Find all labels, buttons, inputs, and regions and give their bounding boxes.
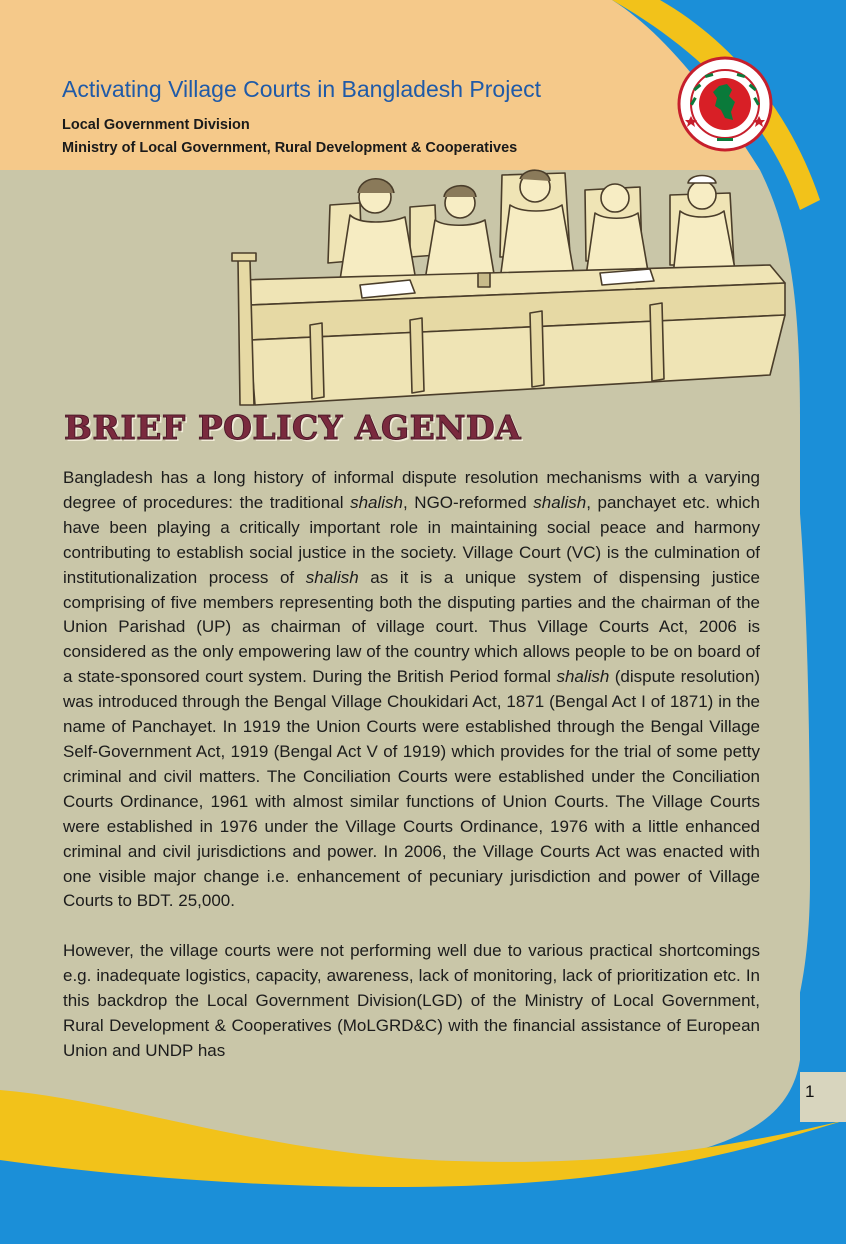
text-run: , panchayet etc. which have been playing a critically important role in maintaining social peace and harmony contributing to establish social justice in the society. Village Court (VC) is the culmination of institutionalization process of: [63, 492, 760, 587]
text-run: However, the village courts were not performing well due to various practical shortcomings e.g. inadequate logistics, capacity, awareness, lack of monitoring, lack of prioritization etc. In this backdrop the Local Government Division(LGD) of the Ministry of Local Government, Rural Development & Cooperatives (MoLGRD&C) with the financial assistance of European Union and UNDP has: [63, 941, 760, 1060]
text-run: Bangladesh has a long history of informal dispute resolution mechanisms with a varying degree of procedures: the traditional: [63, 468, 760, 512]
government-seal-icon: [677, 56, 773, 152]
project-title: Activating Village Courts in Bangladesh Project: [62, 76, 542, 102]
ministry-name: Ministry of Local Government, Rural Development & Cooperatives: [62, 140, 518, 156]
village-court-panel-illustration: [210, 165, 795, 410]
page-number: 1: [800, 1072, 846, 1122]
text-run: (dispute resolution) was introduced through the Bengal Village Choukidari Act, 1871 (Bengal Act I of 1871) in the name of Panchayet. In 1919 the Union Courts were established through the Bengal Village Self-Government Act, 1919 (Bengal Act V of 1919) which provides for the trial of some petty criminal and civil matters. The Conciliation Courts were established under the Conciliation Courts Ordinance, 1961 with almost similar functions of Union Courts. The Village Courts were established in 1976 under the Village Courts Ordinance, 1976 with a little enhanced criminal and civil jurisdictions and power. In 2006, the Village Courts Act was enacted with one visible major change i.e. enhancement of pecuniary jurisdiction and power of Village Courts to BDT. 25,000.: [63, 667, 760, 911]
body-paragraph: [63, 466, 760, 914]
page-heading: BRIEF POLICY AGENDA: [64, 408, 522, 447]
italic-term: shalish: [305, 567, 359, 587]
text-run: as it is a unique system of dispensing justice comprising of five members representing both the disputing parties and the chairman of the Union Parishad (UP) as chairman of village court. Thus Village Courts Act, 2006 is considered as the only empowering law of the country which allows people to be on board of a state-sponsored court system. During the British Period formal: [63, 567, 761, 687]
division-name: Local Government Division: [62, 117, 250, 133]
italic-term: shalish: [556, 667, 610, 687]
body-paragraph: [63, 939, 760, 1064]
italic-term: shalish: [533, 492, 587, 512]
body-text: [63, 466, 760, 1089]
text-run: , NGO-reformed: [403, 492, 534, 512]
italic-term: shalish: [350, 492, 404, 512]
